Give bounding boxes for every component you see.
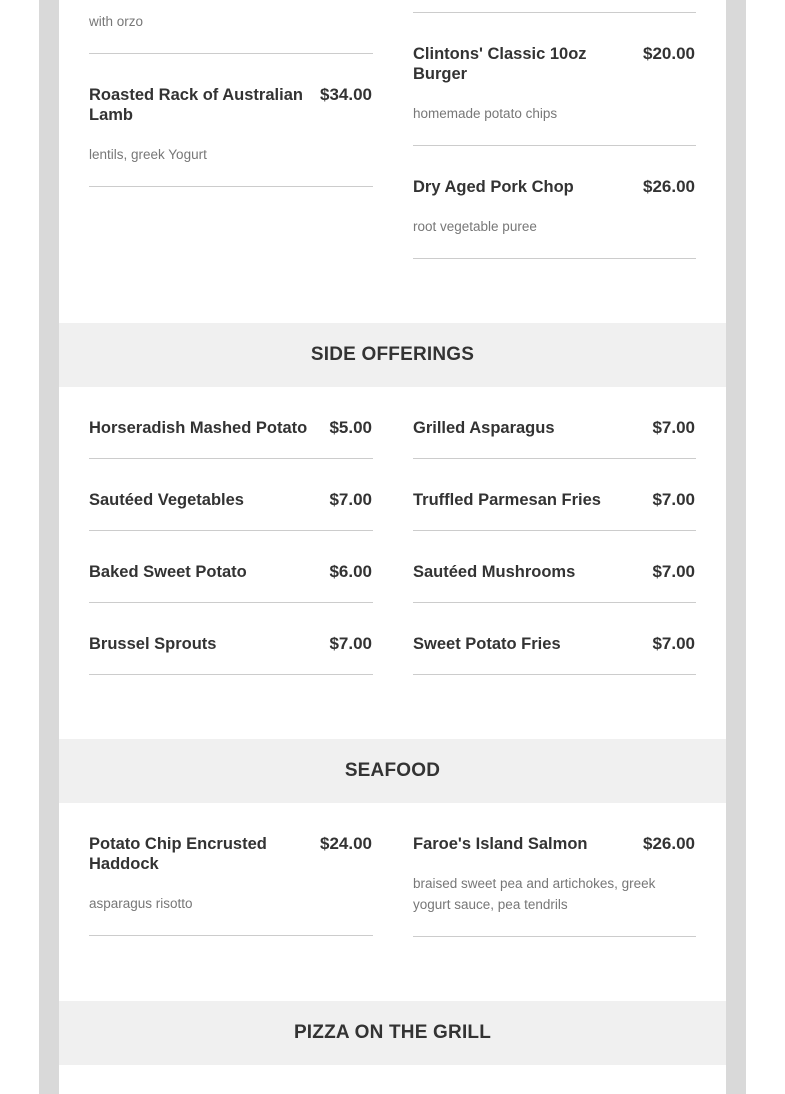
item-name: Brussel Sprouts [89, 635, 217, 653]
item-price: $34.00 [320, 85, 372, 104]
item-description: braised sweet pea and artichokes, greek yogurt sauce, pea tendrils [413, 876, 656, 912]
item-name: Roasted Rack of Australian Lamb [89, 86, 303, 124]
menu-item[interactable] [413, 490, 696, 531]
menu-item[interactable] [89, 834, 373, 936]
item-description: root vegetable puree [413, 219, 537, 234]
menu-item[interactable] [413, 562, 696, 603]
menu-page [59, 0, 726, 1094]
item-price: $7.00 [652, 562, 695, 581]
item-description: lentils, greek Yogurt [89, 147, 207, 162]
item-price: $5.00 [329, 418, 372, 437]
item-price: $26.00 [643, 177, 695, 196]
section-header-pizza-on-the-grill: PIZZA ON THE GRILL [59, 1001, 726, 1065]
menu-item[interactable] [89, 562, 373, 603]
menu-item[interactable] [89, 85, 373, 187]
item-name: Horseradish Mashed Potato [89, 419, 308, 437]
section-header-seafood: SEAFOOD [59, 739, 726, 803]
item-name: Grilled Asparagus [413, 419, 555, 437]
menu-item [89, 0, 373, 54]
item-name: Sautéed Mushrooms [413, 563, 576, 581]
item-price: $7.00 [329, 634, 372, 653]
item-description: with orzo [89, 14, 144, 29]
menu-item[interactable] [413, 418, 696, 459]
item-name: Clintons' Classic 10oz Burger [413, 45, 587, 83]
item-price: $24.00 [320, 834, 372, 853]
menu-item[interactable] [413, 634, 696, 675]
item-price: $20.00 [643, 44, 695, 63]
item-price: $7.00 [652, 634, 695, 653]
section-header-side-offerings: SIDE OFFERINGS [59, 323, 726, 387]
item-name: Truffled Parmesan Fries [413, 491, 601, 509]
menu-item [413, 0, 696, 13]
menu-item[interactable] [413, 834, 696, 937]
item-name: Sautéed Vegetables [89, 491, 244, 509]
item-name: Baked Sweet Potato [89, 563, 247, 581]
item-name: Faroe's Island Salmon [413, 835, 588, 853]
item-price: $7.00 [329, 490, 372, 509]
item-price: $7.00 [652, 490, 695, 509]
menu-item[interactable] [89, 634, 373, 675]
item-description: asparagus risotto [89, 896, 193, 911]
item-price: $26.00 [643, 834, 695, 853]
item-name: Potato Chip Encrusted Haddock [89, 835, 267, 873]
item-price: $7.00 [652, 418, 695, 437]
menu-item[interactable] [89, 490, 373, 531]
menu-item[interactable] [413, 44, 696, 146]
item-name: Dry Aged Pork Chop [413, 178, 574, 196]
item-description: homemade potato chips [413, 106, 558, 121]
item-name: Sweet Potato Fries [413, 635, 561, 653]
menu-item[interactable] [413, 177, 696, 259]
item-price: $6.00 [329, 562, 372, 581]
menu-item[interactable] [89, 418, 373, 459]
